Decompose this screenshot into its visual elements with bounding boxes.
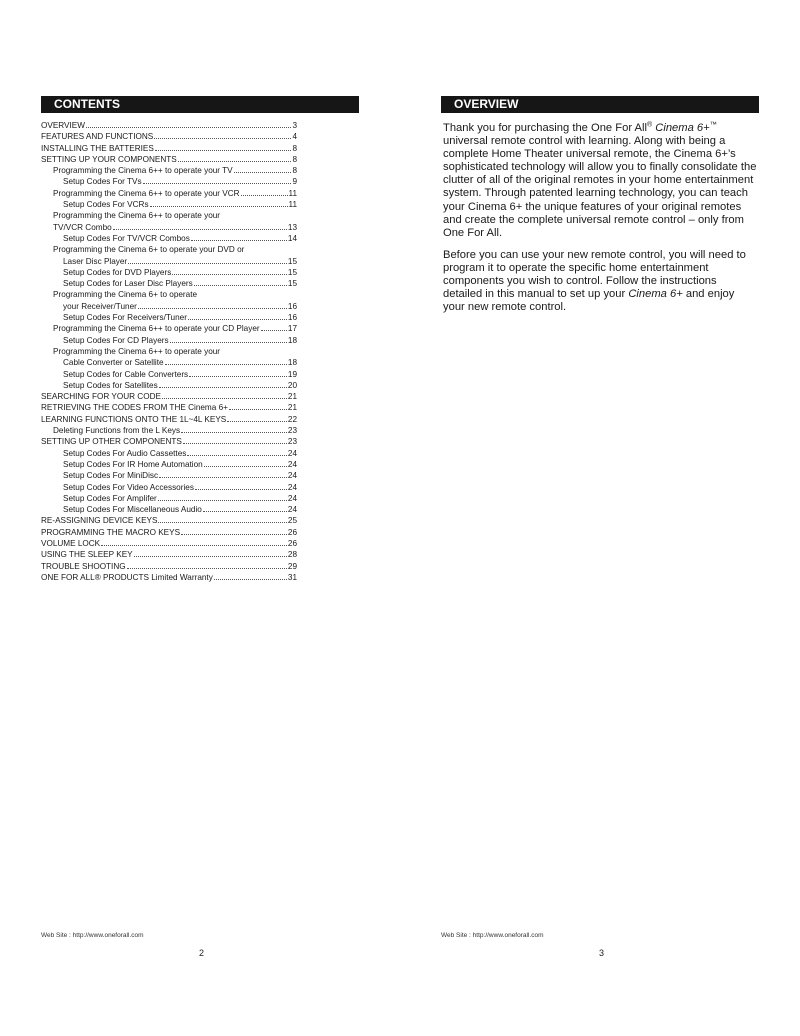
toc-entry	[41, 470, 297, 481]
toc-leader-dots	[162, 391, 287, 399]
toc-page-number: 24	[287, 459, 297, 469]
paragraph-text: and enjoy your new remote control.	[443, 288, 735, 314]
toc-leader-dots	[189, 369, 287, 377]
toc-entry-label: SEARCHING FOR YOUR CODE	[41, 392, 161, 402]
toc-entry	[41, 572, 297, 583]
toc-entry-label: Setup Codes For MiniDisc	[63, 471, 159, 481]
toc-page-number: 21	[287, 392, 297, 402]
toc-entry	[41, 323, 297, 334]
toc-entry	[41, 165, 297, 176]
website-footer: Web Site : http://www.oneforall.com	[441, 932, 544, 939]
toc-entry	[41, 380, 297, 391]
toc-leader-dots	[143, 176, 292, 184]
toc-page-number: 20	[287, 380, 297, 390]
overview-paragraph	[443, 122, 758, 240]
toc-leader-dots	[158, 515, 286, 523]
product-name: Cinema 6+	[655, 122, 710, 134]
toc-entry	[41, 346, 297, 357]
toc-entry-label: RE-ASSIGNING DEVICE KEYS	[41, 516, 158, 526]
toc-leader-dots	[154, 131, 291, 139]
toc-leader-dots	[195, 482, 287, 490]
toc-leader-dots	[194, 278, 287, 286]
toc-entry	[41, 493, 297, 504]
toc-entry	[41, 267, 297, 278]
toc-leader-dots	[181, 425, 287, 433]
toc-page-number: 25	[287, 516, 297, 526]
toc-entry	[41, 199, 297, 210]
toc-entry-label: Programming the Cinema 6++ to operate your	[53, 346, 221, 356]
toc-entry-label: Setup Codes for Satellites	[63, 380, 158, 390]
toc-leader-dots	[101, 538, 287, 546]
toc-entry-label: Setup Codes For Amplifer	[63, 493, 157, 503]
paragraph-text: universal remote control with learning. Along with being a complete Home Theater universal remote, the Cinema 6+’s sophisticated technology will allow you to finally consolidate the clutter of all of the original remotes in your home entertainment system. Through patented learning technology, you can teach your Cinema 6+ the unique features of your original remotes and create the complete universal remote control – only from One For All.	[443, 135, 757, 239]
toc-leader-dots	[204, 459, 287, 467]
toc-leader-dots	[134, 549, 287, 557]
toc-entry-label: Setup Codes For VCRs	[63, 200, 149, 210]
toc-page-number: 11	[288, 200, 297, 210]
toc-leader-dots	[138, 301, 287, 309]
toc-page-number: 28	[287, 550, 297, 560]
toc-entry	[41, 176, 297, 187]
page-number: 2	[199, 948, 205, 958]
toc-entry-label: TROUBLE SHOOTING	[41, 561, 126, 571]
trademark-mark: ™	[709, 121, 717, 129]
toc-leader-dots	[172, 267, 287, 275]
toc-entry	[41, 120, 297, 131]
toc-leader-dots	[234, 165, 292, 173]
toc-entry	[41, 335, 297, 346]
toc-page-number: 4	[292, 132, 297, 142]
toc-leader-dots	[229, 402, 287, 410]
toc-entry-label: SETTING UP OTHER COMPONENTS	[41, 437, 182, 447]
toc-page-number: 18	[287, 358, 297, 368]
toc-entry-label: Programming the Cinema 6++ to operate your VCR	[53, 188, 240, 198]
toc-entry	[41, 289, 297, 300]
toc-entry	[41, 210, 297, 221]
toc-entry-label: SETTING UP YOUR COMPONENTS	[41, 154, 177, 164]
toc-entry	[41, 549, 297, 560]
toc-entry	[41, 402, 297, 413]
toc-entry-label: Deleting Functions from the L Keys	[53, 426, 181, 436]
contents-header: CONTENTS	[41, 96, 359, 113]
toc-leader-dots	[127, 561, 287, 569]
toc-entry-label: Setup Codes For IR Home Automation	[63, 459, 203, 469]
toc-page-number: 23	[287, 426, 297, 436]
toc-entry	[41, 131, 297, 142]
toc-entry	[41, 244, 297, 255]
toc-entry	[41, 425, 297, 436]
toc-leader-dots	[188, 312, 287, 320]
toc-entry-label: Setup Codes for Cable Converters	[63, 369, 189, 379]
toc-entry-label: Setup Codes For Audio Cassettes	[63, 448, 187, 458]
toc-leader-dots	[191, 233, 287, 241]
toc-page-number: 24	[287, 505, 297, 515]
toc-leader-dots	[241, 188, 288, 196]
toc-leader-dots	[150, 199, 288, 207]
toc-entry-label: Programming the Cinema 6+ to operate your DVD or	[53, 245, 245, 255]
website-footer: Web Site : http://www.oneforall.com	[41, 932, 144, 939]
toc-entry-label: Setup Codes For Video Accessories	[63, 482, 194, 492]
toc-page-number: 15	[287, 279, 297, 289]
overview-header: OVERVIEW	[441, 96, 759, 113]
toc-entry	[41, 459, 297, 470]
product-name: Cinema 6+	[628, 288, 683, 301]
toc-entry-label: FEATURES AND FUNCTIONS	[41, 132, 154, 142]
toc-entry	[41, 482, 297, 493]
toc-page-number: 15	[287, 256, 297, 266]
toc-page-number: 8	[292, 154, 297, 164]
toc-entry-label: Cable Converter or Satellite	[63, 358, 164, 368]
toc-entry-label: OVERVIEW	[41, 121, 85, 130]
toc-page-number: 3	[292, 121, 297, 130]
toc-entry-label: Setup Codes For TV/VCR Combos	[63, 233, 190, 243]
toc-entry-label: Programming the Cinema 6++ to operate your TV	[53, 166, 233, 176]
toc-leader-dots	[159, 470, 287, 478]
toc-entry	[41, 278, 297, 289]
toc-leader-dots	[170, 335, 287, 343]
registered-mark: ®	[646, 121, 653, 129]
paragraph-text: Thank you for purchasing the One For All	[443, 122, 647, 134]
toc-entry-label: Laser Disc Player	[63, 256, 128, 266]
toc-entry-label: RETRIEVING THE CODES FROM THE Cinema 6+	[41, 403, 228, 413]
toc-entry-label: Setup Codes For Receivers/Tuner	[63, 313, 187, 323]
toc-page-number: 31	[287, 572, 297, 582]
toc-entry	[41, 391, 297, 402]
toc-leader-dots	[187, 448, 287, 456]
toc-entry	[41, 256, 297, 267]
toc-leader-dots	[86, 120, 291, 128]
overview-text	[443, 122, 758, 323]
toc-page-number: 24	[287, 482, 297, 492]
toc-entry	[41, 143, 297, 154]
page-number: 3	[599, 948, 605, 958]
toc-entry	[41, 436, 297, 447]
toc-entry-label: Setup Codes For Miscellaneous Audio	[63, 505, 202, 515]
toc-page-number: 22	[287, 414, 297, 424]
table-of-contents	[41, 120, 297, 583]
toc-entry-label: LEARNING FUNCTIONS ONTO THE 1L~4L KEYS	[41, 414, 227, 424]
toc-entry-label: Setup Codes for DVD Players	[63, 267, 172, 277]
toc-entry	[41, 414, 297, 425]
toc-leader-dots	[155, 143, 292, 151]
toc-entry	[41, 527, 297, 538]
toc-page-number: 15	[287, 267, 297, 277]
toc-entry	[41, 233, 297, 244]
toc-entry-label: TV/VCR Combo	[53, 222, 112, 232]
toc-leader-dots	[261, 323, 287, 331]
toc-leader-dots	[203, 504, 287, 512]
toc-page-number: 16	[287, 313, 297, 323]
toc-entry-label: Programming the Cinema 6++ to operate your CD Player	[53, 324, 260, 334]
paragraph-text: Before you can use your new remote control, you will need to program it to operate the specific home entertainment components you wish to control. Follow the instructions detailed in this manual to set up your	[443, 248, 746, 301]
toc-leader-dots	[128, 256, 287, 264]
toc-entry	[41, 357, 297, 368]
toc-page-number: 11	[288, 188, 297, 198]
toc-page-number: 19	[287, 369, 297, 379]
toc-entry	[41, 369, 297, 380]
toc-leader-dots	[159, 380, 287, 388]
toc-entry	[41, 188, 297, 199]
toc-leader-dots	[113, 222, 287, 230]
toc-page-number: 24	[287, 471, 297, 481]
toc-page-number: 13	[287, 222, 297, 232]
toc-page-number: 14	[287, 233, 297, 243]
toc-page-number: 24	[287, 448, 297, 458]
toc-entry	[41, 538, 297, 549]
toc-entry	[41, 561, 297, 572]
toc-page-number: 16	[287, 301, 297, 311]
toc-page-number: 8	[292, 143, 297, 153]
toc-entry	[41, 301, 297, 312]
toc-leader-dots	[158, 493, 287, 501]
toc-entry-label: Setup Codes for Laser Disc Players	[63, 279, 193, 289]
toc-page-number: 8	[292, 166, 297, 176]
toc-entry-label: ONE FOR ALL® PRODUCTS Limited Warranty	[41, 572, 213, 582]
toc-page-number: 23	[287, 437, 297, 447]
toc-page-number: 9	[292, 177, 297, 187]
toc-entry	[41, 515, 297, 526]
overview-paragraph	[443, 249, 758, 314]
toc-entry	[41, 154, 297, 165]
toc-page-number: 29	[287, 561, 297, 571]
toc-entry-label: USING THE SLEEP KEY	[41, 550, 133, 560]
toc-leader-dots	[227, 414, 287, 422]
toc-entry-label: INSTALLING THE BATTERIES	[41, 143, 154, 153]
toc-leader-dots	[178, 154, 292, 162]
toc-leader-dots	[183, 436, 287, 444]
toc-page-number: 21	[287, 403, 297, 413]
toc-entry-label: Programming the Cinema 6++ to operate your	[53, 211, 221, 221]
toc-entry-label: VOLUME LOCK	[41, 538, 101, 548]
toc-entry	[41, 504, 297, 515]
toc-entry	[41, 448, 297, 459]
toc-page-number: 24	[287, 493, 297, 503]
toc-page-number: 26	[287, 527, 297, 537]
toc-page-number: 26	[287, 538, 297, 548]
toc-entry	[41, 312, 297, 323]
toc-entry-label: Setup Codes For TVs	[63, 177, 142, 187]
toc-page-number: 17	[287, 324, 297, 334]
toc-entry-label: PROGRAMMING THE MACRO KEYS	[41, 527, 181, 537]
toc-entry-label: Setup Codes For CD Players	[63, 335, 169, 345]
toc-entry-label: your Receiver/Tuner	[63, 301, 137, 311]
toc-page-number: 18	[287, 335, 297, 345]
toc-entry-label: Programming the Cinema 6+ to operate	[53, 290, 198, 300]
toc-entry	[41, 222, 297, 233]
toc-leader-dots	[214, 572, 287, 580]
toc-leader-dots	[165, 357, 287, 365]
toc-leader-dots	[181, 527, 287, 535]
